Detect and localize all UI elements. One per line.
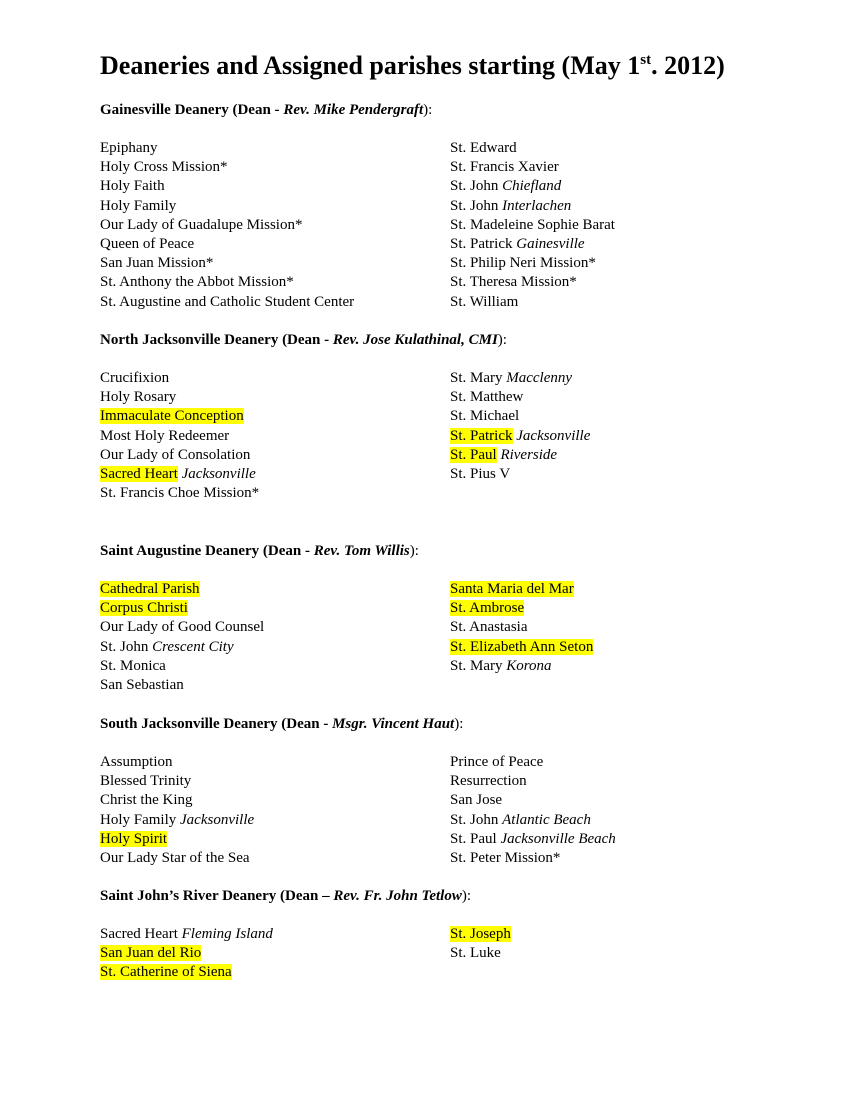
deanery-heading xyxy=(100,542,800,561)
parish-entry xyxy=(100,465,259,484)
parish-name: Resurrection xyxy=(450,773,527,790)
parish-entry xyxy=(100,580,264,599)
parish-location: Jacksonville xyxy=(180,811,255,828)
parish-name: St. Michael xyxy=(450,408,520,425)
parish-entry xyxy=(450,599,593,618)
heading-close: ): xyxy=(454,716,464,732)
deanery-section-saint-augustine xyxy=(100,542,800,693)
parish-list-right xyxy=(450,369,590,484)
parish-name: St. Elizabeth Ann Seton xyxy=(450,638,594,655)
parish-location: Riverside xyxy=(500,446,558,463)
deanery-section-saint-johns-river xyxy=(100,887,800,981)
parish-entry xyxy=(450,791,616,810)
dean-name: Msgr. Vincent Haut xyxy=(332,716,455,732)
parish-name: Immaculate Conception xyxy=(100,408,244,425)
heading-close: ): xyxy=(497,332,507,348)
parish-name: San Jose xyxy=(450,792,503,809)
parish-entry xyxy=(450,811,616,830)
parish-name: Holy Spirit xyxy=(100,830,168,847)
parish-name: St. Pius V xyxy=(450,465,511,482)
dean-name: Rev. Jose Kulathinal, CMI xyxy=(332,332,498,348)
parish-location: Fleming Island xyxy=(181,926,273,942)
heading-close: ): xyxy=(461,888,471,904)
parish-list-left xyxy=(100,580,264,695)
parish-name: St. Luke xyxy=(450,945,501,962)
parish-name: St. Mary xyxy=(450,657,503,674)
parish-name: St. Madeleine Sophie Barat xyxy=(450,216,615,233)
parish-name: St. John xyxy=(100,638,149,655)
heading-close: ): xyxy=(409,543,419,559)
parish-entry xyxy=(450,580,593,599)
parish-entry xyxy=(450,158,615,177)
parish-list-left xyxy=(100,369,259,503)
parish-entry xyxy=(450,197,615,216)
parish-name: St. Matthew xyxy=(450,389,524,406)
parish-name: St. Ambrose xyxy=(450,600,525,617)
parish-name: St. Patrick xyxy=(450,427,513,444)
parish-entry xyxy=(100,407,259,426)
deanery-heading xyxy=(100,715,800,734)
parish-entry xyxy=(100,830,254,849)
parish-name: St. Francis Choe Mission* xyxy=(100,485,260,502)
parish-name: Crucifixion xyxy=(100,370,170,386)
parish-entry xyxy=(100,811,254,830)
parish-name: Prince of Peace xyxy=(450,754,544,770)
parish-entry xyxy=(100,446,259,465)
parish-entry xyxy=(450,139,615,158)
parish-entry xyxy=(100,753,254,772)
parish-entry xyxy=(100,657,264,676)
parish-entry xyxy=(100,369,259,388)
parish-name: St. Catherine of Siena xyxy=(100,964,232,981)
parish-entry xyxy=(450,446,590,465)
parish-name: Holy Family xyxy=(100,197,177,214)
deanery-heading xyxy=(100,887,800,906)
parish-entry xyxy=(100,427,259,446)
parish-entry xyxy=(450,273,615,292)
parish-location: Gainesville xyxy=(516,235,585,252)
parish-entry xyxy=(450,753,616,772)
document-title xyxy=(100,50,725,82)
parish-name: St. John xyxy=(450,197,499,214)
parish-list-right xyxy=(450,139,615,312)
parish-name: St. Paul xyxy=(450,446,497,463)
parish-entry xyxy=(100,849,254,868)
parish-name: Our Lady of Guadalupe Mission* xyxy=(100,216,303,233)
parish-name: St. Paul xyxy=(450,830,497,847)
title-main: Deaneries and Assigned parishes starting (May 1 xyxy=(100,51,641,80)
parish-name: Most Holy Redeemer xyxy=(100,427,230,444)
parish-entry xyxy=(100,638,264,657)
parish-list-right xyxy=(450,753,616,868)
parish-name: Santa Maria del Mar xyxy=(450,581,574,597)
parish-entry xyxy=(450,235,615,254)
parish-entry xyxy=(100,177,354,196)
parish-entry xyxy=(100,273,354,292)
parish-name: Our Lady Star of the Sea xyxy=(100,849,250,866)
parish-entry xyxy=(450,657,593,676)
parish-entry xyxy=(450,772,616,791)
parish-list-left xyxy=(100,753,254,868)
parish-name: Our Lady of Good Counsel xyxy=(100,619,265,636)
parish-entry xyxy=(100,158,354,177)
parish-location: Macclenny xyxy=(506,370,573,386)
parish-name: Epiphany xyxy=(100,140,158,156)
parish-entry xyxy=(450,618,593,637)
parish-name: St. Patrick xyxy=(450,235,513,252)
parish-name: St. Anthony the Abbot Mission* xyxy=(100,274,294,291)
title-superscript: st xyxy=(640,52,652,68)
parish-entry xyxy=(100,963,273,982)
deanery-section-north-jacksonville xyxy=(100,331,800,502)
parish-location: Jacksonville xyxy=(181,465,256,482)
parish-name: St. Monica xyxy=(100,657,166,674)
parish-name: St. John xyxy=(450,178,499,195)
parish-name: St. William xyxy=(450,293,519,310)
parish-name: Holy Faith xyxy=(100,178,165,195)
parish-entry xyxy=(450,369,590,388)
parish-name: St. John xyxy=(450,811,499,828)
parish-name: San Juan Mission* xyxy=(100,255,214,272)
parish-entry xyxy=(100,139,354,158)
deanery-name: North Jacksonville Deanery (Dean - xyxy=(100,332,333,348)
parish-name: Holy Family xyxy=(100,811,177,828)
parish-entry xyxy=(100,235,354,254)
parish-list-left xyxy=(100,925,273,983)
parish-entry xyxy=(100,216,354,235)
parish-entry xyxy=(100,599,264,618)
parish-name: St. Francis Xavier xyxy=(450,159,559,176)
parish-entry xyxy=(100,944,273,963)
parish-name: Sacred Heart xyxy=(100,465,178,482)
parish-name: Queen of Peace xyxy=(100,235,195,252)
parish-entry xyxy=(450,638,593,657)
parish-entry xyxy=(100,293,354,312)
parish-location: Chiefland xyxy=(502,178,562,195)
parish-name: St. Philip Neri Mission* xyxy=(450,255,596,272)
parish-entry xyxy=(450,216,615,235)
parish-name: Cathedral Parish xyxy=(100,581,200,597)
parish-entry xyxy=(100,388,259,407)
parish-entry xyxy=(450,177,615,196)
heading-close: ): xyxy=(423,102,433,118)
deanery-name: Gainesville Deanery (Dean - xyxy=(100,102,284,118)
parish-entry xyxy=(450,388,590,407)
parish-name: San Juan del Rio xyxy=(100,945,202,962)
deanery-name: South Jacksonville Deanery (Dean - xyxy=(100,716,333,732)
parish-entry xyxy=(450,925,511,944)
parish-name: Blessed Trinity xyxy=(100,773,192,790)
deanery-name: Saint John’s River Deanery (Dean – xyxy=(100,888,334,904)
parish-entry xyxy=(100,484,259,503)
parish-location: Jacksonville Beach xyxy=(500,830,616,847)
parish-name: Our Lady of Consolation xyxy=(100,446,251,463)
dean-name: Rev. Fr. John Tetlow xyxy=(333,888,462,904)
parish-name: St. Joseph xyxy=(450,926,511,942)
parish-entry xyxy=(450,407,590,426)
parish-entry xyxy=(100,772,254,791)
parish-name: St. Edward xyxy=(450,140,517,156)
parish-entry xyxy=(450,830,616,849)
parish-name: Corpus Christi xyxy=(100,600,188,617)
parish-name: St. Augustine and Catholic Student Center xyxy=(100,293,355,310)
parish-entry xyxy=(100,254,354,273)
parish-entry xyxy=(450,465,590,484)
parish-name: Holy Rosary xyxy=(100,389,177,406)
deanery-heading xyxy=(100,331,800,350)
parish-entry xyxy=(100,618,264,637)
parish-name: Assumption xyxy=(100,754,173,770)
parish-location: Korona xyxy=(506,657,552,674)
parish-list-right xyxy=(450,925,511,963)
parish-entry xyxy=(100,925,273,944)
parish-entry xyxy=(100,197,354,216)
parish-name: San Sebastian xyxy=(100,676,184,693)
parish-name: St. Theresa Mission* xyxy=(450,274,577,291)
parish-name: Holy Cross Mission* xyxy=(100,159,228,176)
deanery-section-south-jacksonville xyxy=(100,715,800,866)
parish-name: Sacred Heart xyxy=(100,926,178,942)
parish-location: Jacksonville xyxy=(516,427,591,444)
dean-name: Rev. Tom Willis xyxy=(313,543,410,559)
parish-name: St. Mary xyxy=(450,370,503,386)
parish-location: Interlachen xyxy=(502,197,572,214)
title-tail: . 2012) xyxy=(651,51,725,80)
parish-entry xyxy=(100,676,264,695)
dean-name: Rev. Mike Pendergraft xyxy=(283,102,424,118)
deanery-section-gainesville xyxy=(100,101,800,310)
parish-location: Atlantic Beach xyxy=(502,811,591,828)
parish-list-right xyxy=(450,580,593,676)
parish-name: St. Anastasia xyxy=(450,619,528,636)
parish-entry xyxy=(450,944,511,963)
parish-name: St. Peter Mission* xyxy=(450,849,561,866)
deanery-heading xyxy=(100,101,800,120)
parish-list-left xyxy=(100,139,354,312)
parish-entry xyxy=(450,254,615,273)
deanery-name: Saint Augustine Deanery (Dean - xyxy=(100,543,314,559)
parish-location: Crescent City xyxy=(152,638,234,655)
parish-entry xyxy=(100,791,254,810)
parish-entry xyxy=(450,849,616,868)
parish-name: Christ the King xyxy=(100,792,193,809)
parish-entry xyxy=(450,427,590,446)
parish-entry xyxy=(450,293,615,312)
